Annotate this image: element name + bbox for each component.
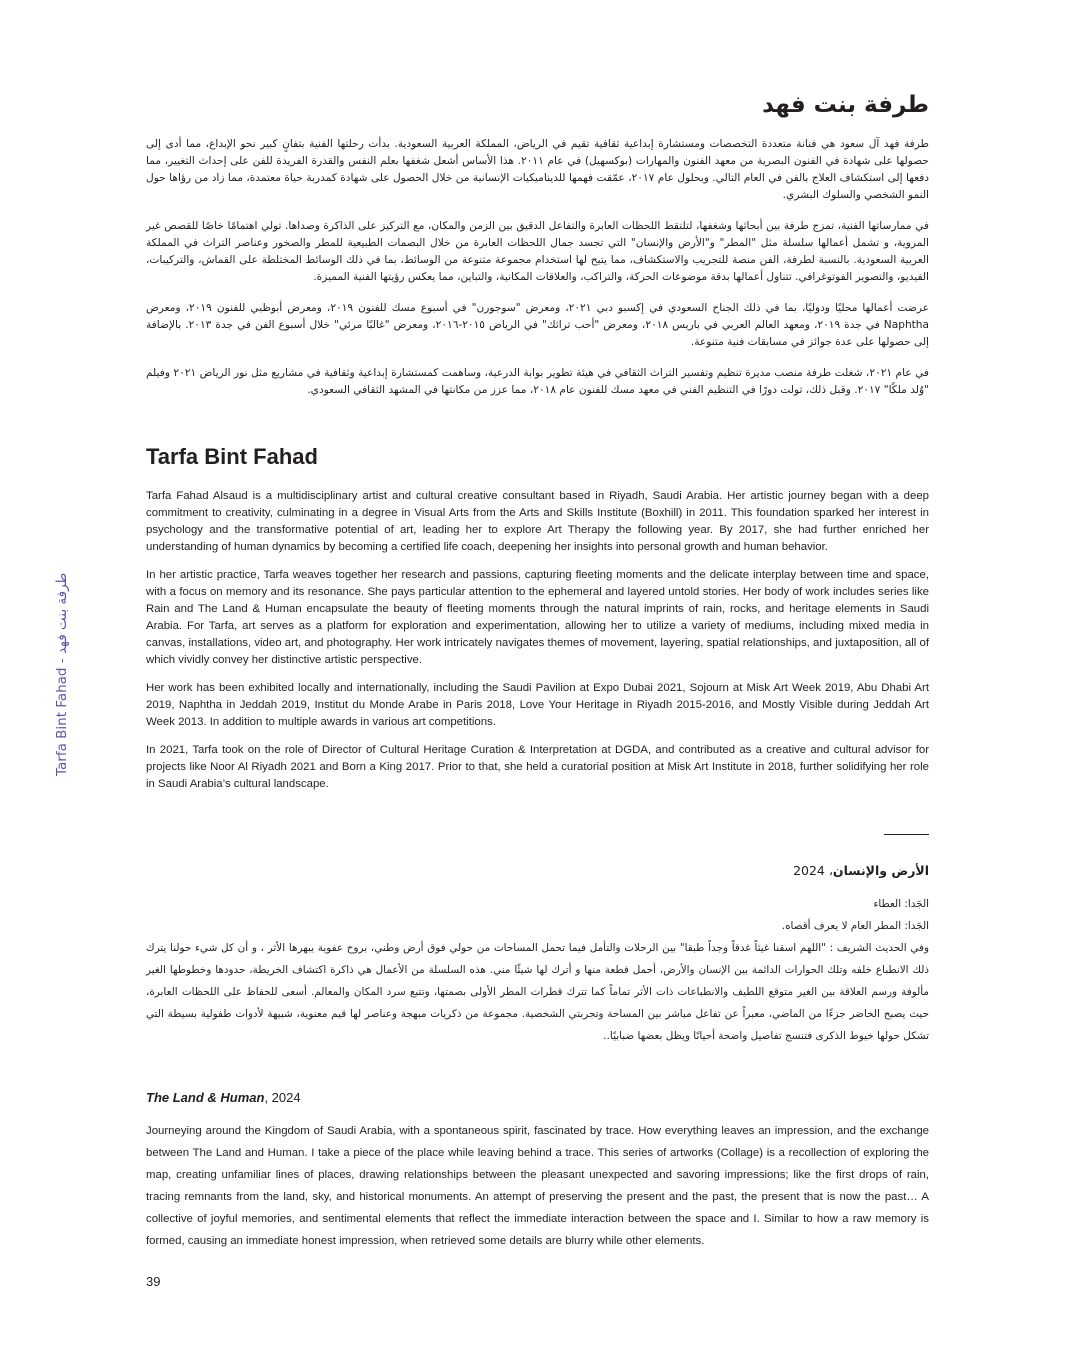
english-bio-body — [146, 488, 929, 804]
arabic-work-body — [146, 893, 929, 1047]
page-number: 39 — [146, 1274, 161, 1289]
english-work-year: , 2024 — [264, 1090, 301, 1105]
arabic-work-description: وفي الحديث الشريف : "اللهم اسقنا غيثاً غدقاً وجداً طبقا" بين الرحلات والتأمل فيما تحمل المساحات من حولي فوق أرض وطني، بروح عفوية يبهرها الأثر ، و أن كل شيء حولنا يترك ذلك الانطباع خلفه وتلك الحوارات الدائمة بين الإنسان والأرض، أحمل قطعة منها و أترك لها شيئًا مني. هذه السلسلة من الأعمال هي ذاكرة اكتشاف الخريطة، حدودها وخطوطها الغير مألوفة ورسم العلاقة بين الغير متوقع اللطيف والانطباعات ذات الأثر تماماً كما تترك قطرات المطر الأولى بصمتها، وتتبع سرد المكان والمعالم. أسعى للحفاظ على اللحظات العابرة، حيث يصبح الحاضر جزءًا من الماضي، معبراً عن تفاعل مباشر بين المساحة وتجربتي الشخصية. مجموعة من ذكريات مبهجة وعناصر لها قيم معنوية، شبيهة لأدوات طفولية بسيطة التي تشكل حولها خيوط الذكرى فتنسج تفاصيل واضحة أحيانًا ويظل بعضها ضبابيًا.. — [146, 942, 929, 1042]
arabic-work-definition-2: الجَدا: المطر العام لا يعرف أقصاه. — [781, 920, 929, 932]
arabic-bio-paragraph: في ممارساتها الفنية، تمزج طرفة بين أبحاثها وشغفها، لتلتقط اللحظات العابرة والتفاعل الدقيق بين الزمن والمكان، مع التركيز على الذاكرة وصداها. تولي اهتمامًا خاصًا للقصص غير المروية، و تشمل أعمالها سلسلة مثل "المطر" و"الأرض والإنسان" التي تجسد جمال اللحظات العابرة من خلال البصمات الطبيعية للمطر والصخور وعناصر التراث في المملكة العربية السعودية. بالنسبة لطرفة، الفن منصة للتجريب والاستكشاف، مما يتيح لها استخدام مجموعة متنوعة من الوسائط، بما في ذلك الوسائط المختلطة على القماش، والتركيبات، الفيديو، والتصوير الفوتوغرافي. تتناول أعمالها بدقة موضوعات الحركة، والتراكب، والعلاقات المكانية، والتباين، مما يعكس رؤيتها الفنية المميزة. — [146, 220, 929, 283]
arabic-work-year: ، 2024 — [793, 863, 833, 878]
english-bio-paragraph: In 2021, Tarfa took on the role of Director of Cultural Heritage Curation & Interpretation at DGDA, and contributed as a creative and cultural advisor for projects like Noor Al Riyadh 2021 and Born a King 2017. Prior to that, she held a curatorial position at Misk Art Institute in 2018, further solidifying her role in Saudi Arabia’s cultural landscape. — [146, 744, 929, 790]
english-bio-paragraph: In her artistic practice, Tarfa weaves together her research and passions, capturing fleeting moments and the delicate interplay between time and space, with a focus on memory and its resonance. She pays particular attention to the ephemeral and layered untold stories. Her body of work includes series like Rain and The Land & Human encapsulate the beauty of fleeting moments through the natural imprints of rain, rocks, and heritage elements in Saudi Arabia. For Tarfa, art serves as a platform for exploration and experimentation, allowing her to utilize a variety of mediums, including mixed media in canvas, installations, video art, and photography. Her work intricately navigates themes of movement, layering, spatial relationships, and juxtaposition, all of which vividly convey her distinctive artistic perspective. — [146, 569, 929, 666]
arabic-bio-paragraph: عرضت أعمالها محليًا ودوليًا، بما في ذلك الجناح السعودي في إكسبو دبي ٢٠٢١، ومعرض "سوجورن" في أسبوع مسك للفنون ٢٠١٩، ومعرض أبوظبي للفنون ٢٠١٩، ومعرض Naphtha في جدة ٢٠١٩، ومعهد العالم العربي في باريس ٢٠١٨، ومعرض "أحب تراثك" في الرياض ٢٠١٥-٢٠١٦، ومعرض "غالبًا مرئي" خلال أسبوع الفن في جدة ٢٠١٣. بالإضافة إلى حصولها على عدة جوائز في مسابقات فنية متنوعة. — [146, 302, 930, 348]
english-work-heading — [146, 1090, 929, 1105]
side-running-title: Tarfa Bint Fahad - طرفة بنت فهد — [54, 572, 70, 776]
english-bio-title: Tarfa Bint Fahad — [146, 444, 318, 469]
arabic-bio-paragraph: في عام ٢٠٢١، شغلت طرفة منصب مديرة تنظيم وتفسير التراث الثقافي في هيئة تطوير بوابة الدرعية، وساهمت كمستشارة إبداعية وثقافية في مشاريع مثل نور الرياض ٢٠٢١ وفيلم "وُلد ملكًا" ٢٠١٧. وقبل ذلك، تولت دورًا في التنظيم الفني في معهد مسك للفنون عام ٢٠١٨، مما عزز من مكانتها في المشهد الثقافي السعودي. — [146, 367, 929, 396]
arabic-bio-paragraph: طرفة فهد آل سعود هي فنانة متعددة التخصصات ومستشارة إبداعية ثقافية تقيم في الرياض، المملكة العربية السعودية. بدأت رحلتها الفنية بتفانٍ كبير نحو الإبداع، مما أدى إلى حصولها على شهادة في الفنون البصرية من معهد الفنون والمهارات (بوكسهيل) في عام ٢٠١١. هذا الأساس أشعل شغفها بعلم النفس والقدرة الفريدة للفن على إحداث التغيير، مما دفعها إلى استكشاف العلاج بالفن في العام التالي. وبحلول عام ٢٠١٧، عمّقت فهمها للديناميكيات الإنسانية من خلال الحصول على شهادة كمدربة حياة معتمدة، مما زاد من رؤاها حول النمو الشخصي والسلوك البشري. — [146, 138, 929, 201]
arabic-bio-body — [146, 136, 929, 413]
english-bio-paragraph: Her work has been exhibited locally and internationally, including the Saudi Pavilion at Expo Dubai 2021, Sojourn at Misk Art Week 2019, Abu Dhabi Art 2019, Naphtha in Jeddah 2019, Institut du Monde Arabe in Paris 2018, Love Your Heritage in Riyadh 2015-2016, and Mostly Visible during Jeddah Art Week 2013. In addition to multiple awards in various art competitions. — [146, 682, 929, 728]
english-work-title: The Land & Human — [146, 1090, 265, 1105]
arabic-work-title: الأرض والإنسان — [832, 863, 929, 878]
english-work-description: Journeying around the Kingdom of Saudi Arabia, with a spontaneous spirit, fascinated by trace. How everything leaves an impression, and the exchange between The Land and Human. I take a piece of the place while leaving behind a trace. This series of artworks (Collage) is a recollection of exploring the map, creating unfamiliar lines of places, drawing relationships between the pleasant unexpected and savoring impressions; like the first drops of rain, tracing remnants from the land, sky, and historical monuments. An attempt of preserving the present and the past, the present that is now the past… A collective of joyful memories, and sentimental elements that reflect the immediate interaction between the space and I. Similar to how a raw memory is formed, causing an immediate honest impression, when retrieved some details are blurry while other elements. — [146, 1125, 929, 1247]
english-bio-paragraph: Tarfa Fahad Alsaud is a multidisciplinary artist and cultural creative consultant based in Riyadh, Saudi Arabia. Her artistic journey began with a deep commitment to creativity, culminating in a degree in Visual Arts from the Arts and Skills Institute (Boxhill) in 2011. This foundation sparked her interest in psychology and the transformative potential of art, leading her to explore Art Therapy the following year. By 2017, she had further enriched her understanding of human dynamics by becoming a certified life coach, deepening her insights into personal growth and human behavior. — [146, 490, 929, 553]
arabic-work-heading — [146, 863, 929, 878]
section-divider — [884, 834, 929, 835]
arabic-bio-title: طرفة بنت فهد — [762, 92, 929, 118]
arabic-work-definition-1: الجَدا: العطاء — [873, 898, 929, 910]
